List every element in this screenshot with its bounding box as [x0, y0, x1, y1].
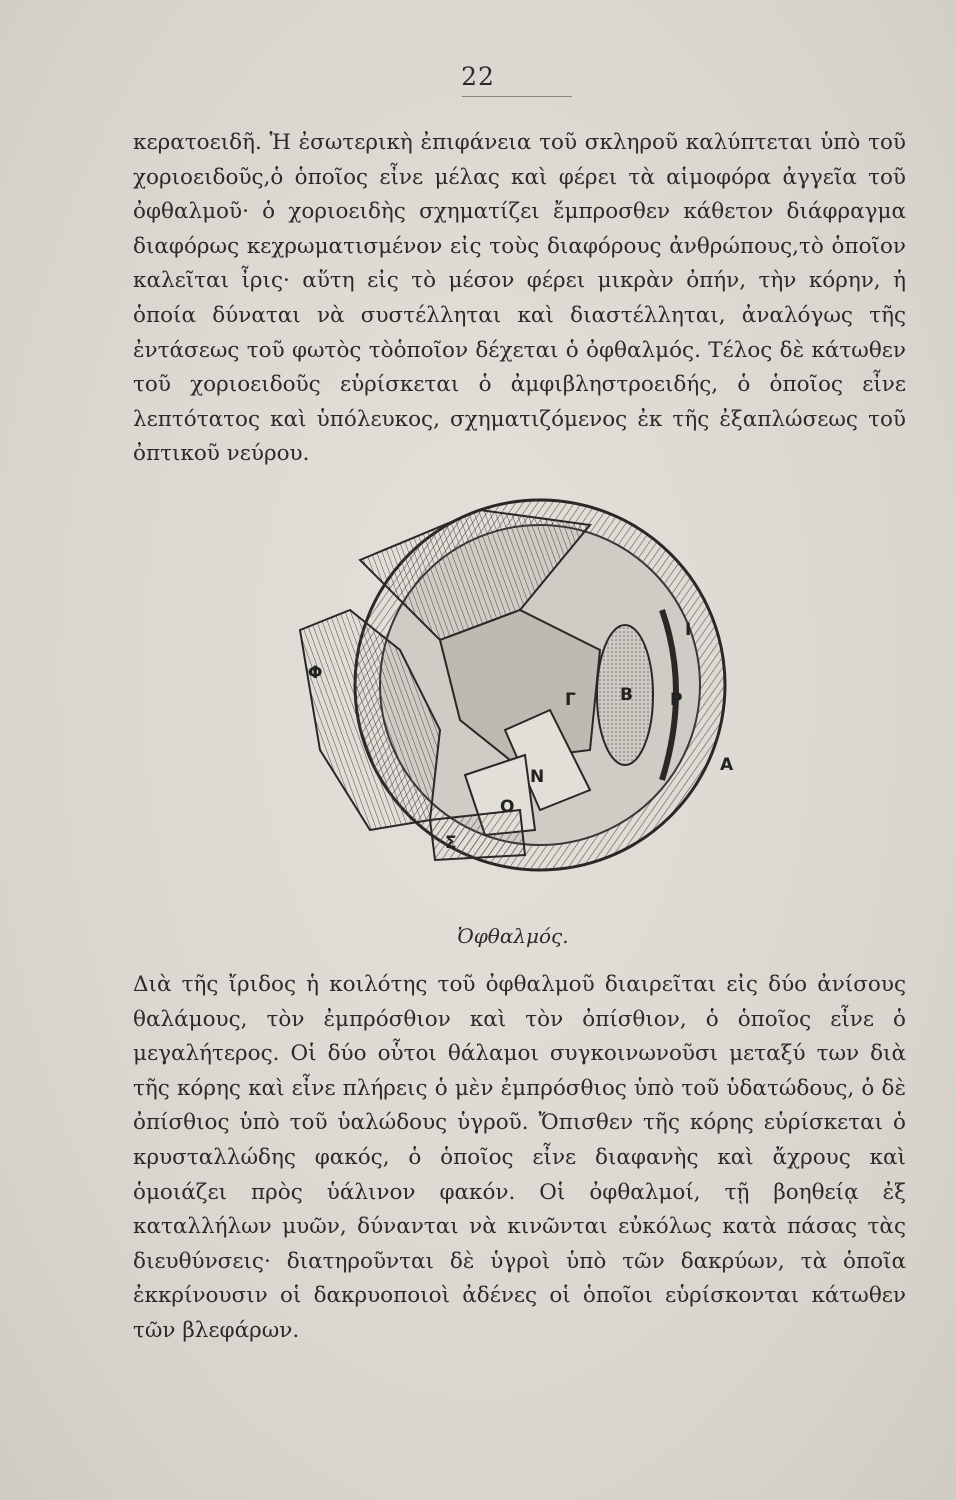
figure-caption: Ὀφθαλμός. — [457, 924, 569, 948]
label-alpha: Α — [720, 755, 734, 775]
label-rho: Ρ — [670, 690, 683, 710]
paragraph-2-text: Διὰ τῆς ἴριδος ἡ κοιλότης τοῦ ὀφθαλμοῦ διαιρεῖται εἰς δύο ἀνίσους θαλάμους, τὸν ἐμπρόσθιον καὶ τὸν ὀπίσθιον, ὁ ὁποῖος εἶνε ὁ μεγαλήτερος. Οἱ δύο οὗτοι θάλαμοι συγκοινωνοῦσι μεταξύ των διὰ τῆς κόρης καὶ εἶνε πλήρεις ὁ μὲν ἐμπρόσθιος ὑπὸ τοῦ ὑδατώδους, ὁ δὲ ὀπίσθιος ὑπὸ τοῦ ὑαλώδους ὑγροῦ. Ὄπισθεν τῆς κόρης εὑρίσκεται ὁ κρυσταλλώδης φακός, ὁ ὁποῖος εἶνε διαφανὴς καὶ ἄχρους καὶ ὁμοιάζει πρὸς ὑάλινον φακόν. Οἱ ὀφθαλμοί, τῇ βοηθείᾳ ἐξ καταλλήλων μυῶν, δύνανται νὰ κινῶνται εὐκόλως κατὰ πάσας τὰς διευθύνσεις· διατηροῦνται δὲ ὑγροὶ ὑπὸ τῶν δακρύων, τὰ ὁποῖα ἐκκρίνουσιν οἱ δακρυοποιοὶ ἀδένες οἱ ὁποῖοι εὑρίσκονται κάτωθεν τῶν βλεφάρων. — [133, 972, 906, 1343]
label-sigma: Σ — [445, 833, 457, 853]
paragraph-lower — [133, 968, 906, 1349]
label-iota: Ι — [685, 620, 692, 640]
header-rule — [462, 96, 572, 97]
label-gamma: Γ — [565, 690, 576, 710]
eye-anatomy-drawing — [290, 490, 750, 890]
paragraph-upper — [133, 126, 906, 472]
label-nu: Ν — [530, 767, 545, 787]
page-number: 22 — [461, 62, 495, 91]
eye-illustration — [290, 490, 750, 890]
label-beta: Β — [620, 685, 633, 705]
label-phi: Φ — [308, 663, 323, 683]
label-omicron: Ο — [500, 797, 515, 817]
paragraph-1-text: κερατοειδῆ. Ἡ ἐσωτερικὴ ἐπιφάνεια τοῦ σκληροῦ καλύπτεται ὑπὸ τοῦ χοριοειδοῦς,ὁ ὁποῖος εἶνε μέλας καὶ φέρει τὰ αἱμοφόρα ἀγγεῖα τοῦ ὀφθαλμοῦ· ὁ χοριοειδὴς σχηματίζει ἔμπροσθεν κάθετον διάφραγμα διαφόρως κεχρωματισμένον εἰς τοὺς διαφόρους ἀνθρώπους,τὸ ὁποῖον καλεῖται ἶρις· αὕτη εἰς τὸ μέσον φέρει μικρὰν ὀπήν, τὴν κόρην, ἡ ὁποία δύναται νὰ συστέλληται καὶ διαστέλληται, ἀναλόγως τῆς ἐντάσεως τοῦ φωτὸς τὸὁποῖον δέχεται ὁ ὀφθαλμός. Τέλος δὲ κάτωθεν τοῦ χοριοειδοῦς εὑρίσκεται ὁ ἀμφιβληστροειδής, ὁ ὁποῖος εἶνε λεπτότατος καὶ ὑπόλευκος, σχηματιζόμενος ἐκ τῆς ἐξαπλώσεως τοῦ ὀπτικοῦ νεύρου. — [133, 130, 906, 467]
